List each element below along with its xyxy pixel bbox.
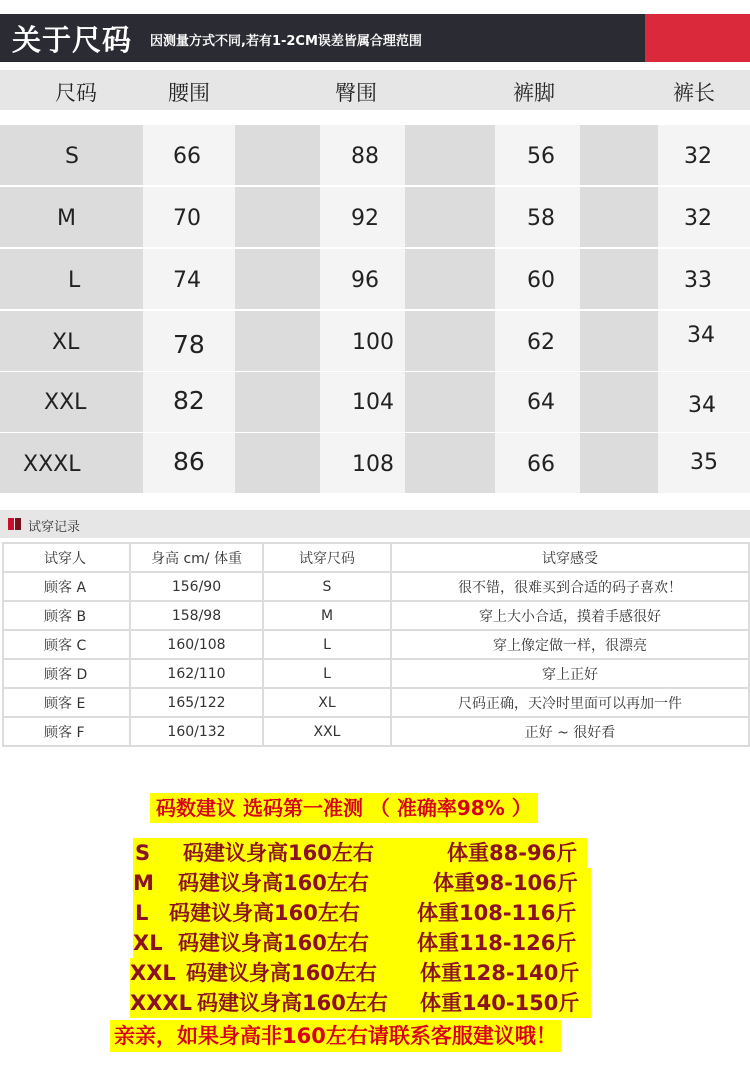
header-hip: 臀围 (335, 81, 377, 105)
waist-value: 66 (173, 144, 201, 169)
trial-size: XXL (263, 717, 391, 746)
suggestion-weight: 体重88-96斤 (447, 841, 578, 865)
header-hem: 裤脚 (513, 81, 555, 105)
section-divider (0, 110, 750, 123)
length-value: 32 (684, 206, 712, 231)
suggestion-size: M (133, 871, 154, 895)
hem-value: 58 (527, 206, 555, 231)
size-label: L (68, 268, 81, 293)
trial-size: XL (263, 688, 391, 717)
trial-header-cell: 试穿感受 (391, 543, 749, 572)
table-row (3, 688, 749, 717)
suggestion-line-s (133, 838, 587, 868)
header-waist: 腰围 (168, 81, 210, 105)
suggestion-advice: 码建议身高160左右 (186, 961, 377, 985)
size-label: M (57, 206, 76, 231)
waist-value: 78 (173, 330, 205, 359)
length-value: 34 (688, 393, 716, 418)
trial-section-title: 试穿记录 (28, 520, 81, 535)
waist-value: 86 (173, 447, 205, 476)
hip-value: 100 (352, 330, 394, 355)
trial-size: L (263, 659, 391, 688)
length-value: 34 (687, 323, 715, 348)
header-banner (0, 14, 750, 62)
trial-header-cell: 身高 cm/ 体重 (130, 543, 263, 572)
waist-value: 74 (173, 268, 201, 293)
suggestion-size: XXL (130, 961, 176, 985)
suggestion-advice: 码建议身高160左右 (197, 991, 388, 1015)
trial-feedback: 正好 ~ 很好看 (391, 717, 749, 746)
size-row-l (0, 249, 750, 309)
suggestion-size: XXXL (130, 991, 192, 1015)
suggestion-line-xxl (130, 958, 591, 988)
trial-height-weight: 160/132 (130, 717, 263, 746)
trial-feedback: 很不错，很难买到合适的码子喜欢！ (391, 572, 749, 601)
trial-person: 顾客 B (3, 601, 130, 630)
suggestion-line-xxxl (130, 988, 591, 1018)
table-row (3, 572, 749, 601)
waist-value: 70 (173, 206, 201, 231)
trial-person: 顾客 E (3, 688, 130, 717)
hip-value: 108 (352, 452, 394, 477)
hip-value: 92 (351, 206, 379, 231)
trial-person: 顾客 F (3, 717, 130, 746)
suggestion-title: 码数建议 选码第一准测 （ 准确率98% ） (150, 793, 538, 823)
banner-title: 关于尺码 (12, 23, 133, 57)
banner-note: 因测量方式不同,若有1-2CM误差皆属合理范围 (150, 34, 422, 49)
trial-person: 顾客 D (3, 659, 130, 688)
suggestion-weight: 体重108-116斤 (417, 901, 577, 925)
trial-section-header (0, 510, 750, 538)
suggestion-weight: 体重98-106斤 (433, 871, 578, 895)
suggestion-advice: 码建议身高160左右 (183, 841, 374, 865)
suggestion-line-xl (133, 928, 591, 958)
suggestion-size: L (135, 901, 149, 925)
trial-size: M (263, 601, 391, 630)
suggestion-size: S (135, 841, 151, 865)
suggestion-advice: 码建议身高160左右 (178, 931, 369, 955)
size-row-s (0, 125, 750, 185)
size-label: XXL (44, 390, 87, 415)
hip-value: 104 (352, 390, 394, 415)
header-length: 裤长 (673, 81, 715, 105)
size-row-xxxl (0, 433, 750, 493)
trial-size: L (263, 630, 391, 659)
size-label: XXXL (23, 452, 81, 477)
trial-feedback: 穿上像定做一样，很漂亮 (391, 630, 749, 659)
size-row-xl (0, 311, 750, 371)
hem-value: 60 (527, 268, 555, 293)
hem-value: 66 (527, 452, 555, 477)
trial-table (2, 542, 750, 747)
suggestion-weight: 体重140-150斤 (420, 991, 580, 1015)
size-row-xxl (0, 372, 750, 432)
hip-value: 96 (351, 268, 379, 293)
suggestion-advice: 码建议身高160左右 (169, 901, 360, 925)
suggestion-weight: 体重118-126斤 (417, 931, 577, 955)
size-chart-header (0, 70, 750, 110)
header-size: 尺码 (55, 81, 97, 105)
section-marker-icon (15, 518, 21, 530)
banner-accent-block (645, 14, 750, 62)
trial-person: 顾客 C (3, 630, 130, 659)
length-value: 33 (684, 268, 712, 293)
length-value: 32 (684, 144, 712, 169)
suggestion-footer: 亲亲，如果身高非160左右请联系客服建议哦！ (110, 1020, 561, 1052)
hem-value: 56 (527, 144, 555, 169)
trial-feedback: 穿上正好 (391, 659, 749, 688)
table-row (3, 630, 749, 659)
suggestion-line-m (133, 868, 591, 898)
size-label: XL (52, 330, 80, 355)
size-label: S (65, 144, 79, 169)
trial-header-cell: 试穿尺码 (263, 543, 391, 572)
trial-height-weight: 156/90 (130, 572, 263, 601)
trial-height-weight: 160/108 (130, 630, 263, 659)
suggestion-line-l (133, 898, 591, 928)
suggestion-advice: 码建议身高160左右 (178, 871, 369, 895)
size-row-m (0, 187, 750, 247)
hip-value: 88 (351, 144, 379, 169)
table-row (3, 717, 749, 746)
trial-size: S (263, 572, 391, 601)
trial-feedback: 尺码正确，天冷时里面可以再加一件 (391, 688, 749, 717)
waist-value: 82 (173, 386, 205, 415)
length-value: 35 (690, 450, 718, 475)
table-row (3, 659, 749, 688)
section-marker-icon (8, 518, 14, 530)
hem-value: 62 (527, 330, 555, 355)
suggestion-weight: 体重128-140斤 (420, 961, 580, 985)
trial-feedback: 穿上大小合适，摸着手感很好 (391, 601, 749, 630)
trial-header-cell: 试穿人 (3, 543, 130, 572)
table-row (3, 601, 749, 630)
trial-height-weight: 165/122 (130, 688, 263, 717)
suggestion-size: XL (133, 931, 163, 955)
trial-person: 顾客 A (3, 572, 130, 601)
trial-header-row (3, 543, 749, 572)
trial-height-weight: 162/110 (130, 659, 263, 688)
hem-value: 64 (527, 390, 555, 415)
trial-height-weight: 158/98 (130, 601, 263, 630)
